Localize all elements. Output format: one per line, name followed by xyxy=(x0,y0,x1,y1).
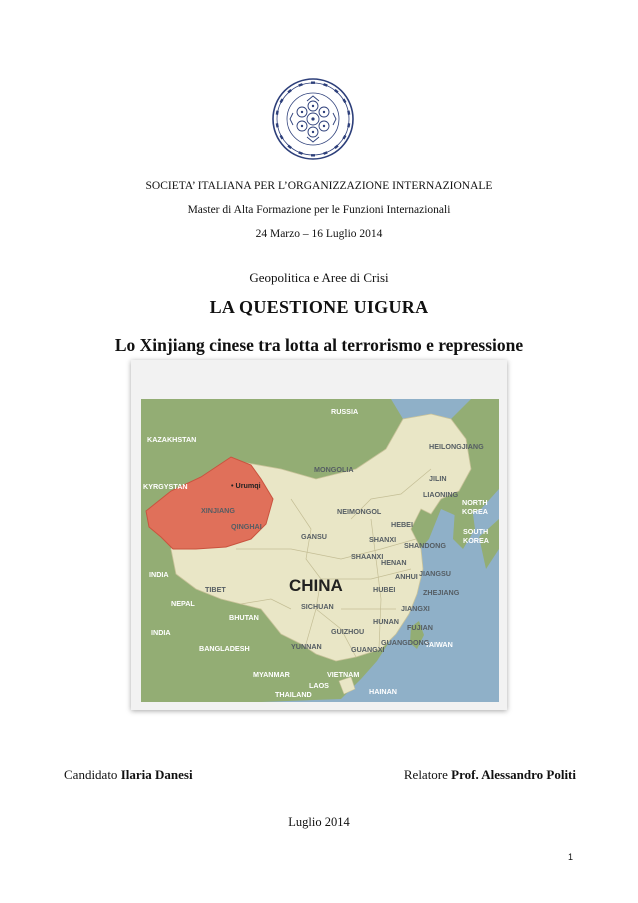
label-guizhou: GUIZHOU xyxy=(331,627,365,636)
label-thailand: THAILAND xyxy=(275,690,312,699)
label-fujian: FUJIAN xyxy=(407,623,433,632)
label-russia: RUSSIA xyxy=(331,407,359,416)
label-bangladesh: BANGLADESH xyxy=(199,644,250,653)
label-laos: LAOS xyxy=(309,681,329,690)
page-number: 1 xyxy=(568,852,574,862)
label-bhutan: BHUTAN xyxy=(229,613,259,622)
label-south-korea-2: KOREA xyxy=(463,536,489,545)
label-shaanxi: SHAANXI xyxy=(351,552,384,561)
label-shanxi: SHANXI xyxy=(369,535,397,544)
label-hebei: HEBEI xyxy=(391,520,413,529)
candidate-name: Ilaria Danesi xyxy=(120,767,193,782)
label-north-korea-2: KOREA xyxy=(462,507,488,516)
label-henan: HENAN xyxy=(381,558,407,567)
candidate-line xyxy=(64,767,193,783)
label-jilin: JILIN xyxy=(429,474,447,483)
label-neimongol: NEIMONGOL xyxy=(337,507,382,516)
label-vietnam: VIETNAM xyxy=(327,670,360,679)
label-myanmar: MYANMAR xyxy=(253,670,290,679)
label-anhui: ANHUI xyxy=(395,572,418,581)
label-sichuan: SICHUAN xyxy=(301,602,334,611)
document-subtitle: Lo Xinjiang cinese tra lotta al terrorismo e repressione xyxy=(114,335,524,355)
label-north-korea-1: NORTH xyxy=(462,498,488,507)
label-kyrgystan: KYRGYSTAN xyxy=(143,482,188,491)
label-south-korea-1: SOUTH xyxy=(463,527,489,536)
label-taiwan: TAIWAN xyxy=(425,640,453,649)
document-date: Luglio 2014 xyxy=(288,815,350,829)
advisor-line xyxy=(404,767,576,783)
label-guangxi: GUANGXI xyxy=(351,645,385,654)
label-gansu: GANSU xyxy=(301,532,327,541)
label-liaoning: LIAONING xyxy=(423,490,459,499)
label-guangdong: GUANGDONG xyxy=(381,638,430,647)
label-shandong: SHANDONG xyxy=(404,541,446,550)
label-china: CHINA xyxy=(289,576,343,595)
label-heilongjiang: HEILONGJIANG xyxy=(429,442,484,451)
label-hubei: HUBEI xyxy=(373,585,396,594)
program-dates: 24 Marzo – 16 Luglio 2014 xyxy=(255,228,383,240)
candidate-label: Candidato xyxy=(64,767,118,782)
label-jiangxi: JIANGXI xyxy=(401,604,430,613)
program-name: Master di Alta Formazione per le Funzioni Internazionali xyxy=(187,204,451,216)
china-map xyxy=(141,399,499,702)
label-jiangsu: JIANGSU xyxy=(419,569,451,578)
label-india-2: INDIA xyxy=(151,628,171,637)
label-nepal: NEPAL xyxy=(171,599,195,608)
organization-name: SOCIETA’ ITALIANA PER L’ORGANIZZAZIONE INTERNAZIONALE xyxy=(145,180,493,192)
advisor-label: Relatore xyxy=(403,767,448,782)
label-hainan: HAINAN xyxy=(369,687,397,696)
label-yunnan: YUNNAN xyxy=(291,642,322,651)
label-tibet: TIBET xyxy=(205,585,226,594)
label-urumqi: • Urumqi xyxy=(231,481,261,490)
label-kazakhstan: KAZAKHSTAN xyxy=(147,435,197,444)
course-name: Geopolitica e Aree di Crisi xyxy=(249,270,389,285)
document-title: LA QUESTIONE UIGURA xyxy=(209,297,429,317)
label-xinjiang: XINJIANG xyxy=(201,506,235,515)
label-qinghai: QINGHAI xyxy=(231,522,262,531)
label-zhejiang: ZHEJIANG xyxy=(423,588,460,597)
advisor-name: Prof. Alessandro Politi xyxy=(451,767,576,782)
label-hunan: HUNAN xyxy=(373,617,399,626)
label-india-1: INDIA xyxy=(149,570,169,579)
label-mongolia: MONGOLIA xyxy=(314,465,354,474)
institution-seal xyxy=(271,77,355,161)
